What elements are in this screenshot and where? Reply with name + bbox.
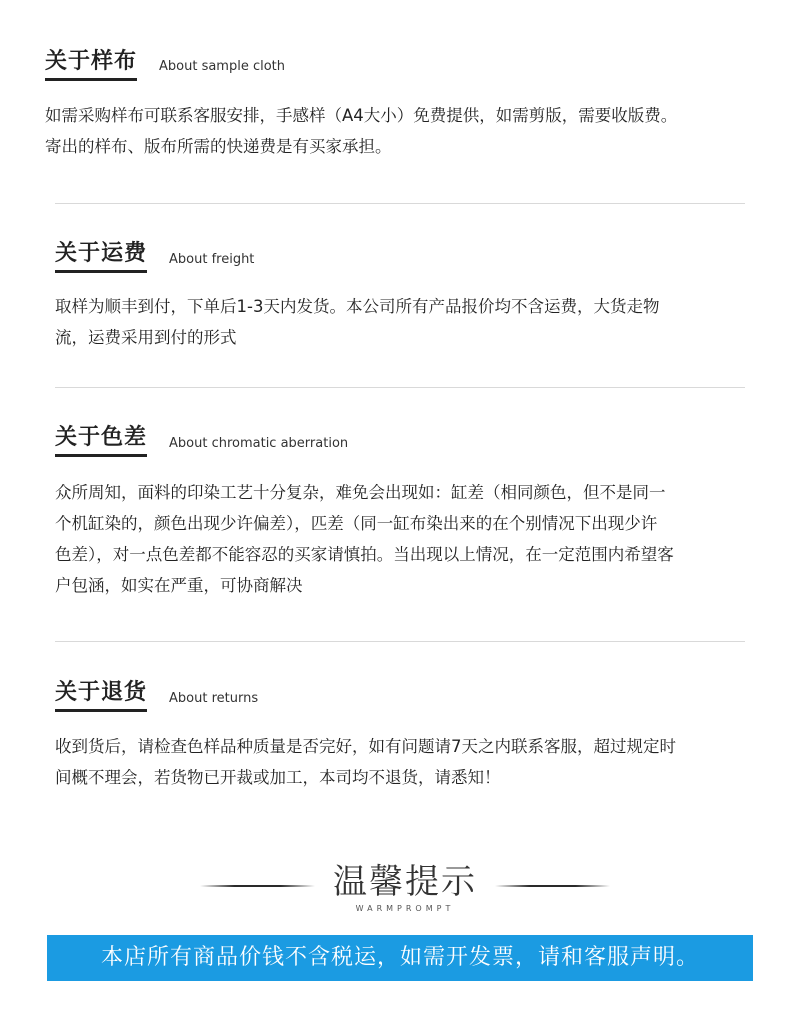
tip-right-line <box>495 885 610 887</box>
tip-subtitle: WARMPROMPT <box>355 904 455 913</box>
section-subtitle: About chromatic aberration <box>169 436 349 451</box>
tip-left-line <box>200 885 315 887</box>
section-subtitle: About sample cloth <box>159 59 286 74</box>
tip-title: 温馨提示 <box>333 862 477 902</box>
section-subtitle: About returns <box>169 691 259 706</box>
body-line: 间概不理会，若货物已开裁或加工，本司均不退货，请悉知！ <box>55 768 501 787</box>
body-line: 个机缸染的，颜色出现少许偏差），匹差（同一缸布染出来的在个别情况下出现少许 <box>55 514 658 533</box>
body-line: 色差），对一点色差都不能容忍的买家请慎拍。当出现以上情况，在一定范围内希望客 <box>55 545 674 564</box>
section-body <box>55 731 755 793</box>
body-line: 收到货后，请检查色样品种质量是否完好，如有问题请7天之内联系客服，超过规定时 <box>55 737 676 756</box>
section-divider <box>55 203 745 204</box>
section-divider <box>55 387 745 388</box>
body-line: 户包涵，如实在严重，可协商解决 <box>55 576 303 595</box>
section-title: 关于色差 <box>55 424 147 457</box>
section-divider <box>55 641 745 642</box>
body-line: 众所周知，面料的印染工艺十分复杂，难免会出现如：缸差（相同颜色，但不是同一 <box>55 483 666 502</box>
body-line: 如需采购样布可联系客服安排，手感样（A4大小）免费提供，如需剪版，需要收版费。 <box>45 106 678 125</box>
body-line: 寄出的样布、版布所需的快递费是有买家承担。 <box>45 137 392 156</box>
notice-banner: 本店所有商品价钱不含税运，如需开发票，请和客服声明。 <box>47 935 753 981</box>
body-line: 取样为顺丰到付，下单后1-3天内发货。本公司所有产品报价均不含运费，大货走物 <box>55 297 660 316</box>
section-body <box>55 291 755 353</box>
section-title: 关于退货 <box>55 679 147 712</box>
section-title: 关于样布 <box>45 48 137 81</box>
section-subtitle: About freight <box>169 252 255 267</box>
section-body <box>45 100 775 162</box>
section-body <box>55 477 755 601</box>
body-line: 流，运费采用到付的形式 <box>55 328 237 347</box>
section-title: 关于运费 <box>55 240 147 273</box>
